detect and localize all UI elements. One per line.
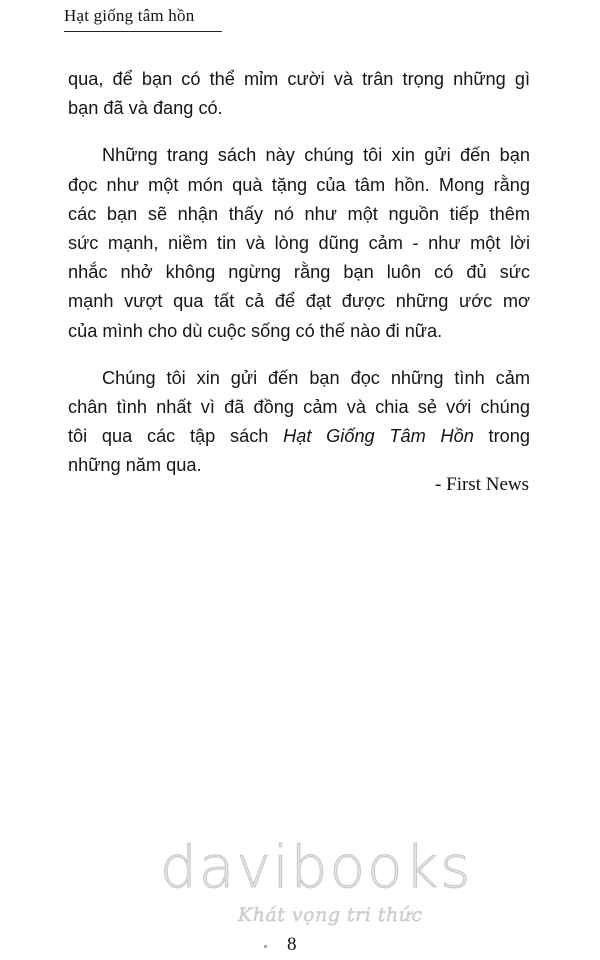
text-line: Những trang sách này chúng tôi xin gửi đến bạn xyxy=(102,145,530,166)
text-line: chân tình nhất vì đã đồng cảm và chia sẻ với chúng xyxy=(68,397,530,418)
text-line: của mình cho dù cuộc sống có thế nào đi nữa. xyxy=(68,320,443,341)
text-line-with-title xyxy=(68,422,530,451)
signature: - First News xyxy=(435,474,529,495)
text-line: nhắc nhở không ngừng rằng bạn luôn có đủ sức xyxy=(68,262,530,283)
paragraph-1 xyxy=(68,65,530,123)
text-line: Chúng tôi xin gửi đến bạn đọc những tình cảm xyxy=(102,367,530,388)
text-line: sức mạnh, niềm tin và lòng dũng cảm - như một lời xyxy=(68,233,530,254)
paragraph-2 xyxy=(68,141,530,345)
text-segment: tôi qua các tập sách xyxy=(68,426,284,447)
watermark-tagline: Khát vọng tri thức xyxy=(238,904,423,926)
speck xyxy=(264,945,267,948)
publisher-watermark xyxy=(160,833,473,928)
text-line: qua, để bạn có thể mỉm cười và trân trọng những gì xyxy=(68,69,530,89)
paragraph-3 xyxy=(68,364,530,481)
text-line: mạnh vượt qua tất cả để đạt được những ước mơ xyxy=(68,291,530,312)
page-number: 8 xyxy=(287,934,297,955)
header-rule xyxy=(64,31,222,32)
book-series-title: Hạt Giống Tâm Hồn xyxy=(283,426,474,447)
text-line: những năm qua. xyxy=(68,455,202,476)
text-line: đọc như một món quà tặng của tâm hồn. Mong rằng xyxy=(68,174,530,195)
text-line: bạn đã và đang có. xyxy=(68,98,223,119)
text-line: các bạn sẽ nhận thấy nó như một nguồn tiếp thêm xyxy=(68,203,530,224)
body-text xyxy=(68,65,530,499)
running-header-title: Hạt giống tâm hồn xyxy=(64,6,195,25)
text-segment: trong xyxy=(473,426,531,447)
watermark-brand: davibooks xyxy=(160,833,473,901)
